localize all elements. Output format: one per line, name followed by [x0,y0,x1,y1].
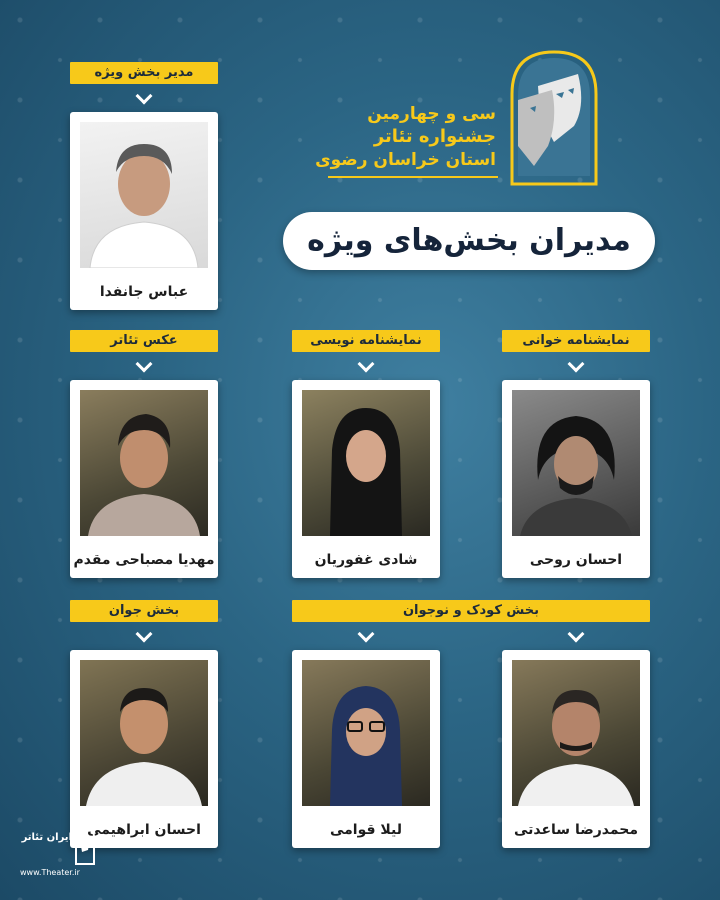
person-name: عباس جانفدا [99,284,189,300]
person-card-kids-1 [292,650,440,848]
person-name: محمدرضا ساعدتی [513,822,639,838]
label-youth: بخش جوان [70,600,218,622]
person-card-photo [70,380,218,578]
person-name: احسان روحی [529,552,623,568]
person-photo [512,390,640,536]
festival-logo [504,46,604,186]
person-photo [80,122,208,268]
label-photo: عکس تئاتر [70,330,218,352]
person-photo [80,660,208,806]
person-photo [302,660,430,806]
label-kids: بخش کودک و نوجوان [292,600,650,622]
festival-line-2: جشنواره تئاتر [373,126,496,147]
watermark-brand: ایران تئاتر [21,832,72,843]
person-name: احسان ابراهیمی [87,822,201,838]
person-card-reading [502,380,650,578]
person-card-special [70,112,218,310]
festival-line-3: استان خراسان رضوی [315,150,496,170]
person-card-kids-2 [502,650,650,848]
theater-masks-icon [504,46,604,186]
person-photo [302,390,430,536]
iran-theater-logo-icon [74,824,96,866]
person-photo [80,390,208,536]
festival-line-1: سی و چهارمین [367,104,496,124]
person-name: مهدیا مصباحی مقدم [73,552,215,568]
iran-theater-watermark [20,818,100,884]
person-name: لیلا قوامی [329,822,403,838]
label-reading: نمایشنامه خوانی [502,330,650,352]
label-special: مدیر بخش ویژه [70,62,218,84]
label-writing: نمایشنامه نویسی [292,330,440,352]
festival-underline [328,176,498,178]
person-photo [512,660,640,806]
page-title: مدیران بخش‌های ویژه [283,212,655,270]
person-name: شادی غفوریان [314,552,418,568]
person-card-writing [292,380,440,578]
watermark-url: www.Theater.ir [20,868,80,877]
